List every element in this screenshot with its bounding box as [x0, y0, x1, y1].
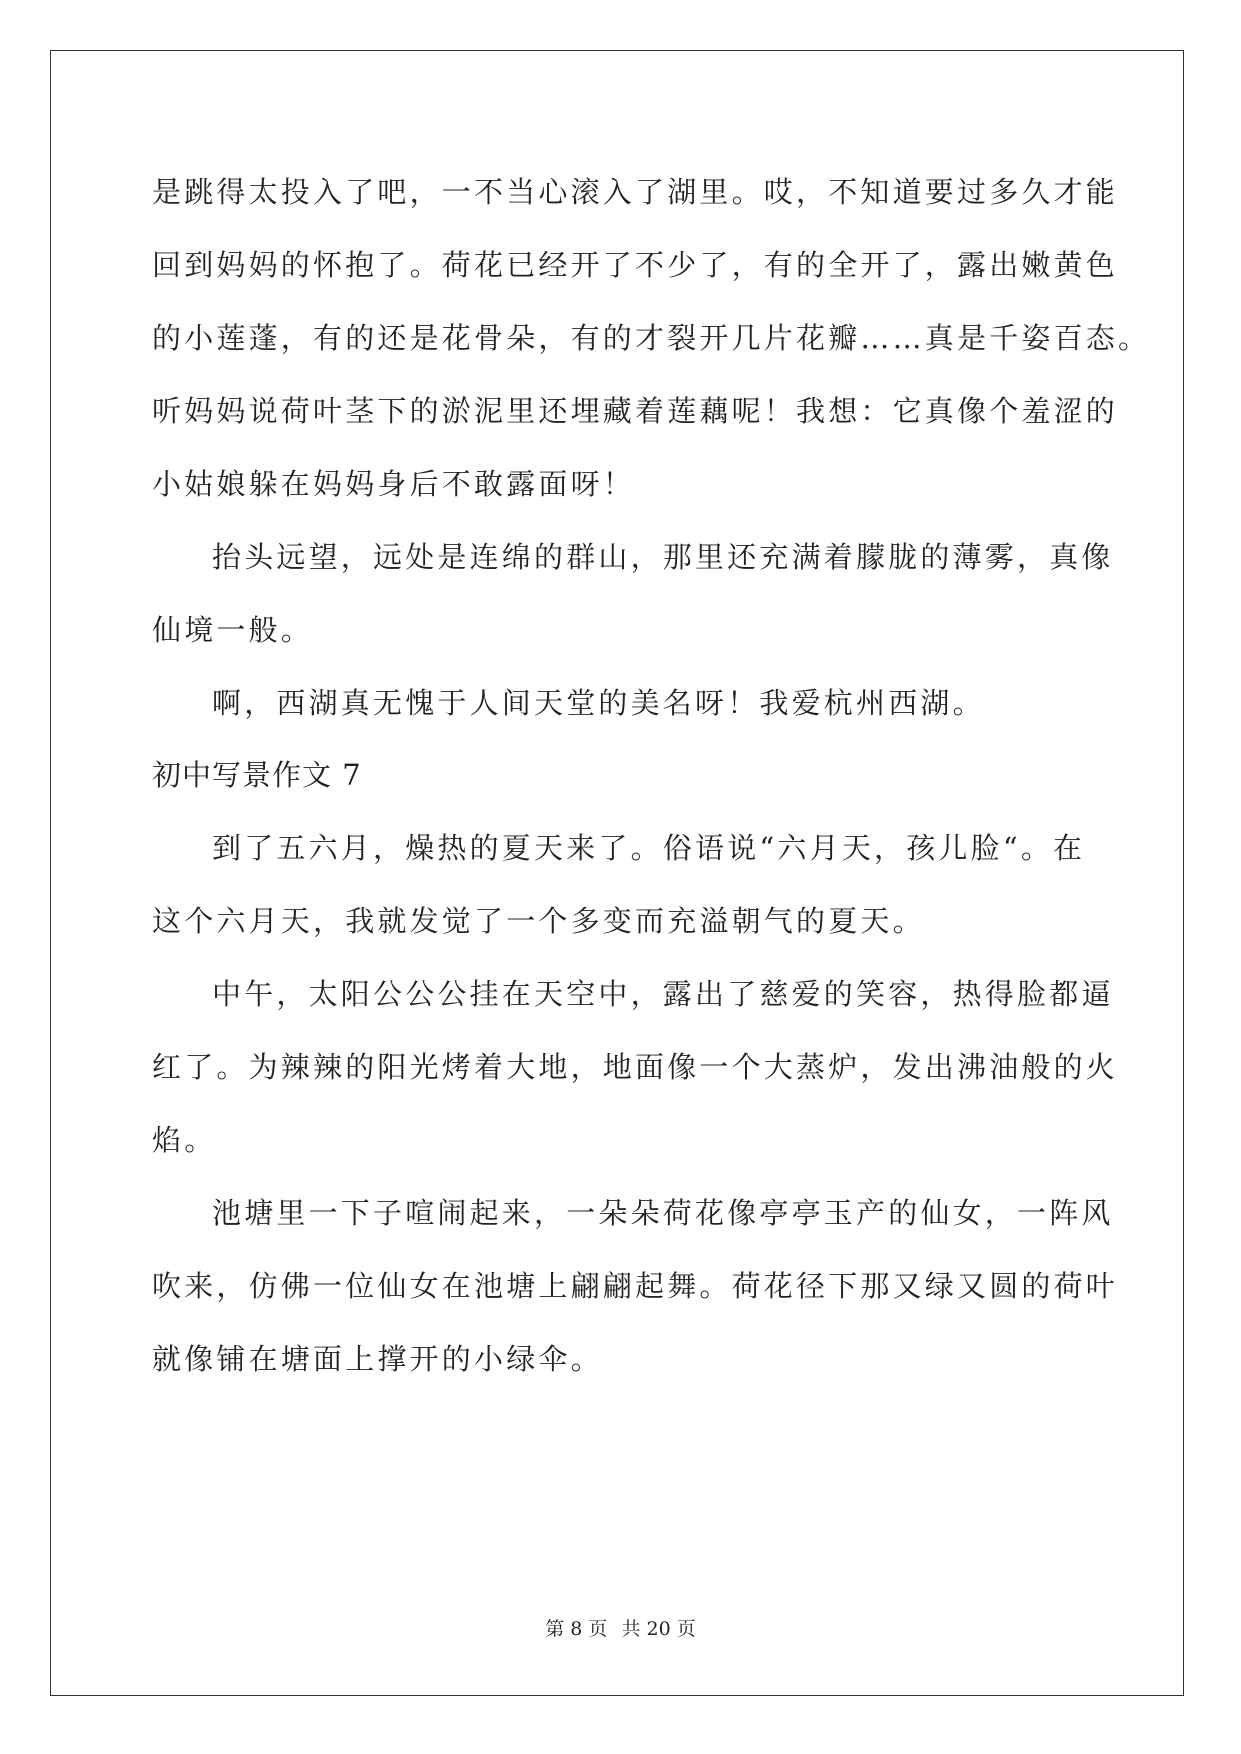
text-line-11: 这个六月天，我就发觉了一个多变而充溢朝气的夏天。: [152, 904, 925, 938]
text-line-15: 池塘里一下子喧闹起来，一朵朵荷花像亭亭玉产的仙女，一阵风: [212, 1196, 1114, 1230]
section-heading: 初中写景作文 7: [152, 758, 362, 792]
text-line-4: 听妈妈说荷叶茎下的淤泥里还埋藏着莲藕呢！我想：它真像个羞涩的: [152, 394, 1119, 428]
page-number: 第 8 页: [545, 1618, 608, 1640]
text-line-5: 小姑娘躲在妈妈身后不敢露面呀！: [152, 467, 636, 501]
text-line-8: 啊，西湖真无愧于人间天堂的美名呀！我爱杭州西湖。: [212, 686, 985, 720]
text-line-7: 仙境一般。: [152, 613, 314, 647]
text-line-2: 回到妈妈的怀抱了。荷花已经开了不少了，有的全开了，露出嫩黄色: [152, 248, 1119, 282]
text-line-3: 的小莲蓬，有的还是花骨朵，有的才裂开几片花瓣……真是千姿百态。: [152, 321, 1151, 355]
page-total: 共 20 页: [621, 1618, 696, 1640]
text-line-10: 到了五六月，燥热的夏天来了。俗语说“六月天，孩儿脸“。在: [212, 831, 1086, 865]
text-line-6: 抬头远望，远处是连绵的群山，那里还充满着朦胧的薄雾，真像: [212, 540, 1114, 574]
text-line-12: 中午，太阳公公公挂在天空中，露出了慈爱的笑容，热得脸都逼: [212, 977, 1114, 1011]
text-line-14: 焰。: [152, 1123, 217, 1157]
page-border: [50, 50, 1184, 1696]
text-line-13: 红了。为辣辣的阳光烤着大地，地面像一个大蒸炉，发出沸油般的火: [152, 1050, 1119, 1084]
page-footer: [0, 1617, 1241, 1641]
text-line-16: 吹来，仿佛一位仙女在池塘上翩翩起舞。荷花径下那又绿又圆的荷叶: [152, 1269, 1119, 1303]
text-line-1: 是跳得太投入了吧，一不当心滚入了湖里。哎，不知道要过多久才能: [152, 175, 1119, 209]
text-line-17: 就像铺在塘面上撑开的小绿伞。: [152, 1342, 603, 1376]
